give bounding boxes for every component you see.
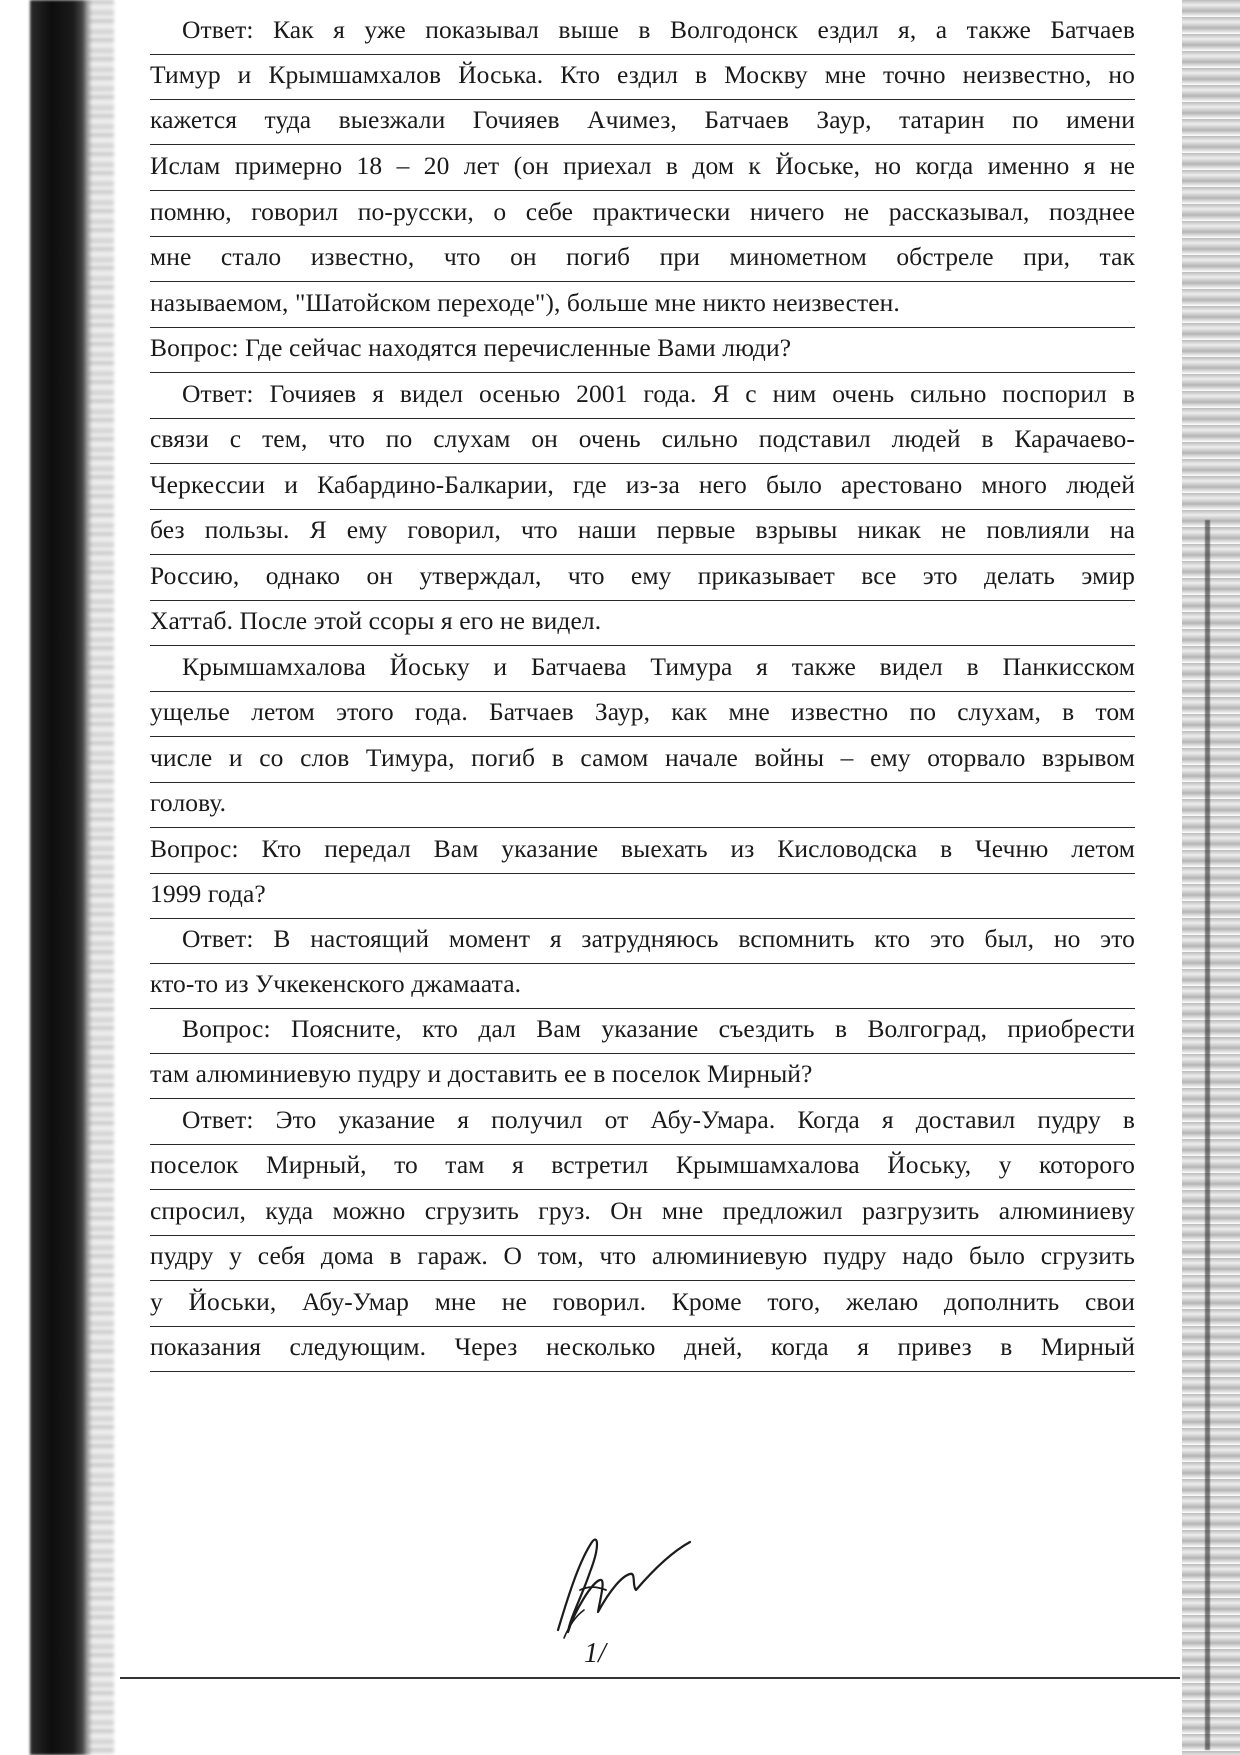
text-line: спросил, куда можно сгрузить груз. Он мне предложил разгрузить алюминиеву (150, 1195, 1135, 1236)
text-line: показания следующим. Через несколько дней, когда я привез в Мирный (150, 1331, 1135, 1372)
text-line: у Йоськи, Абу-Умар мне не говорил. Кроме того, желаю дополнить свои (150, 1286, 1135, 1327)
question-line: Вопрос: Поясните, кто дал Вам указание съездить в Волгоград, приобрести (150, 1013, 1135, 1054)
text-line: без пользы. Я ему говорил, что наши первые взрывы никак не повлияли на (150, 514, 1135, 555)
answer-line: Ответ: Гочияев я видел осенью 2001 года. Я с ним очень сильно поспорил в (150, 378, 1135, 419)
text-line: мне стало известно, что он погиб при минометном обстреле при, так (150, 241, 1135, 282)
text-line: помню, говорил по-русски, о себе практически ничего не рассказывал, позднее (150, 196, 1135, 237)
text-line: называемом, "Шатойском переходе"), больше мне никто неизвестен. (150, 287, 1135, 328)
text-line: числе и со слов Тимура, погиб в самом начале войны – ему оторвало взрывом (150, 742, 1135, 783)
text-line: Ответ: Как я уже показывал выше в Волгодонск ездил я, а также Батчаев (150, 14, 1135, 55)
scan-edge-noise-right (1182, 0, 1240, 1755)
text-line: Черкессии и Кабардино-Балкарии, где из-за него было арестовано много людей (150, 469, 1135, 510)
question-line: Вопрос: Где сейчас находятся перечисленные Вами люди? (150, 332, 1135, 373)
text-line: Крымшамхалова Йоську и Батчаева Тимура я также видел в Панкисском (150, 651, 1135, 692)
answer-line: Ответ: В настоящий момент я затрудняюсь вспомнить кто это был, но это (150, 923, 1135, 964)
scan-edge-fringe-left (88, 0, 114, 1755)
text-line: 1999 года? (150, 878, 1135, 919)
text-line: пудру у себя дома в гараж. О том, что алюминиевую пудру надо было сгрузить (150, 1240, 1135, 1281)
answer-line: Ответ: Это указание я получил от Абу-Умара. Когда я доставил пудру в (150, 1104, 1135, 1145)
text-line: Тимур и Крымшамхалов Йоська. Кто ездил в Москву мне точно неизвестно, но (150, 59, 1135, 100)
text-line: кажется туда выезжали Гочияев Ачимез, Батчаев Заур, татарин по имени (150, 104, 1135, 145)
scan-edge-line-right (1205, 520, 1210, 1750)
text-line: поселок Мирный, то там я встретил Крымшамхалова Йоську, у которого (150, 1149, 1135, 1190)
text-line: голову. (150, 787, 1135, 828)
text-line: там алюминиевую пудру и доставить ее в поселок Мирный? (150, 1058, 1135, 1099)
text-line: кто-то из Учкекенского джамаата. (150, 968, 1135, 1009)
text-line: связи с тем, что по слухам он очень сильно подставил людей в Карачаево- (150, 423, 1135, 464)
text-line: Хаттаб. После этой ссоры я его не видел. (150, 605, 1135, 646)
text-line: Ислам примерно 18 – 20 лет (он приехал в дом к Йоське, но когда именно я не (150, 150, 1135, 191)
question-line: Вопрос: Кто передал Вам указание выехать из Кисловодска в Чечню летом (150, 833, 1135, 874)
text-line: ущелье летом этого года. Батчаев Заур, как мне известно по слухам, в том (150, 696, 1135, 737)
bottom-rule (120, 1677, 1180, 1679)
scan-edge-shadow-left (30, 0, 92, 1755)
page-number: 1/ (584, 1638, 606, 1669)
handwritten-signature (540, 1520, 720, 1650)
text-line: Россию, однако он утверждал, что ему приказывает все это делать эмир (150, 560, 1135, 601)
